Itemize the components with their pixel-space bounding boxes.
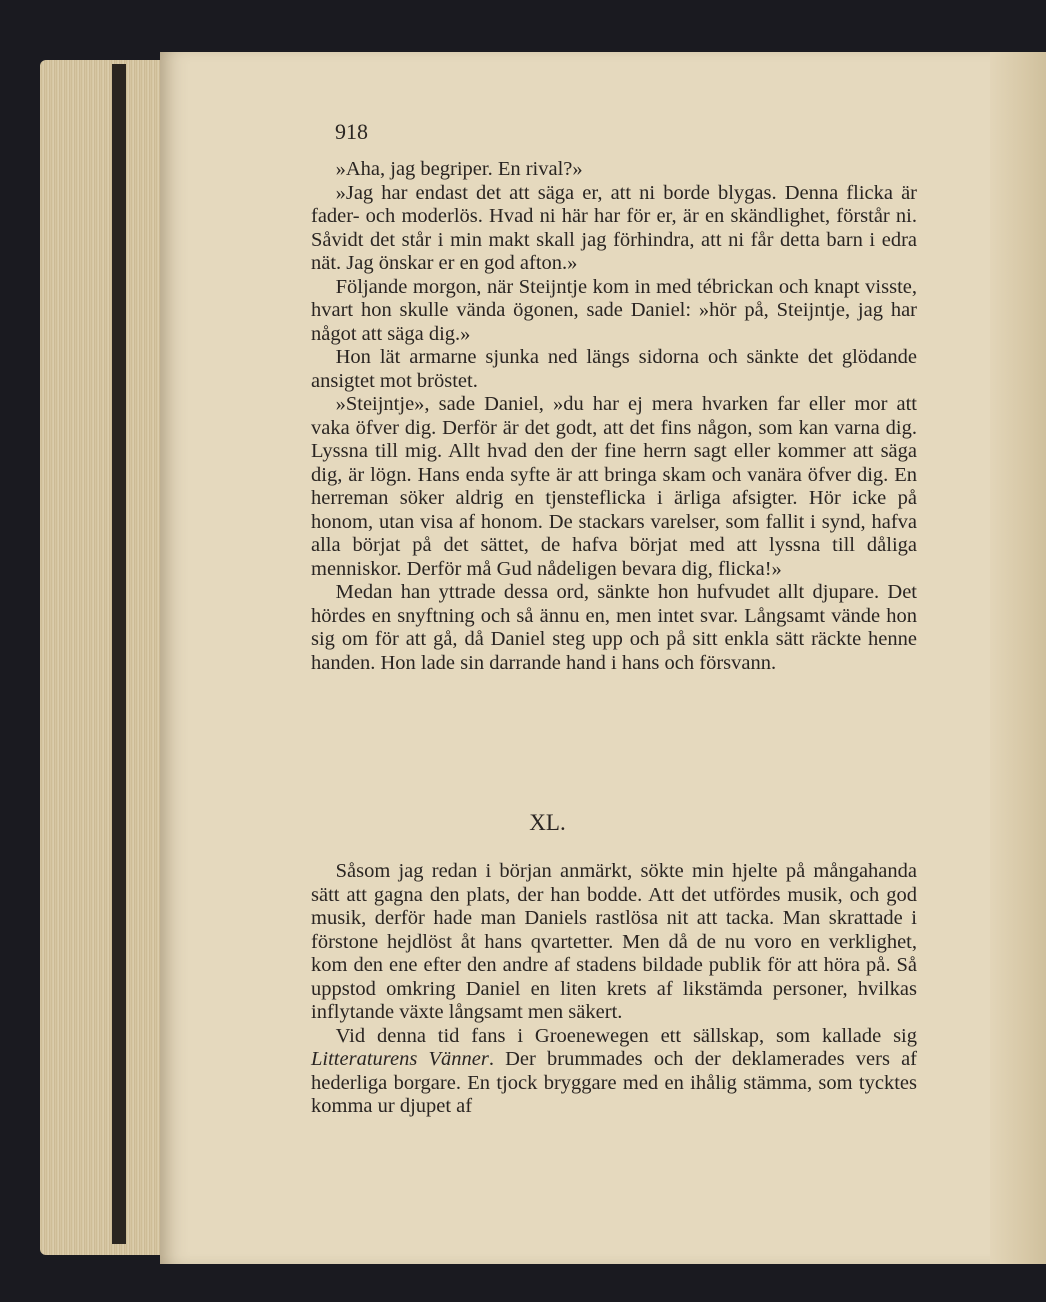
text-block-lower: [311, 860, 917, 1119]
chapter-heading: [0, 810, 1046, 836]
facing-page-edge: [990, 52, 1046, 1264]
chapter-number: XL.: [529, 810, 566, 835]
paragraph: Såsom jag redan i början anmärkt, sökte min hjelte på mångahanda sätt att gagna den plats, der han bodde. Att det utfördes musik, och god musik, derför hade man Daniels rastlösa nit att tacka. Man skrattade i förstone hejdlöst åt hans qvartetter. Men då de nu voro en verklighet, kom den ene efter den andre af stadens bildade publik för att höra på. Så uppstod omkring Daniel en liten krets af likstämda personer, hvilkas inflytande växte långsamt men säkert.: [311, 860, 917, 1023]
paragraph-text: . Der brummades och der deklamerades vers af hederliga borgare. En tjock bryggare med en ihålig stämma, som tycktes komma ur djupet af: [311, 1048, 918, 1117]
paragraph: »Jag har endast det att säga er, att ni borde blygas. Denna flicka är fader- och moderlös. Hvad ni här har för er, är en skändlighet, förstår ni. Såvidt det står i min makt skall jag förhindra, att ni får detta barn i edra nät. Jag önskar er en god afton.»: [311, 181, 917, 274]
paragraph: Medan han yttrade dessa ord, sänkte hon hufvudet allt djupare. Det hördes en snyftning och så ännu en, men intet svar. Långsamt vände hon sig om för att gå, då Daniel steg upp och på sitt enkla sätt räckte henne handen. Hon lade sin darrande hand i hans och försvann.: [311, 581, 917, 674]
text-block-upper: [311, 158, 917, 675]
paragraph: »Aha, jag begriper. En rival?»: [335, 158, 583, 180]
book-gutter-shadow: [112, 64, 126, 1244]
paragraph: Hon lät armarne sjunka ned längs sidorna och sänkte det glödande ansigtet mot bröstet.: [311, 346, 917, 392]
society-name: Litteraturens Vänner: [311, 1048, 489, 1070]
paragraph: Följande morgon, när Steijntje kom in med tébrickan och knapt visste, hvart hon skulle vända ögonen, sade Daniel: »hör på, Steijntje, jag har något att säga dig.»: [311, 275, 917, 345]
book-page-edges: [40, 60, 180, 1255]
paragraph: [311, 1025, 917, 1119]
page-number: 918: [335, 119, 368, 144]
paragraph-text: Vid denna tid fans i Groenewegen ett sällskap, som kallade sig: [335, 1024, 917, 1047]
paragraph: »Steijntje», sade Daniel, »du har ej mera hvarken far eller mor att vaka öfver dig. Derför är det godt, att det fins någon, som kan varna dig. Lyssna till mig. Allt hvad den der fine herrn sagt eller kommer att säga dig, är lögn. Hans enda syfte är att bringa skam och vanära öfver dig. En herreman söker aldrig en tjensteflicka i ärliga afsigter. Hör icke på honom, utan visa af honom. De stackars varelser, som fallit i synd, hafva alla börjat på det sättet, de hafva börjat med att lyssna till dåliga menniskor. Derför må Gud nådeligen bevara dig, flicka!»: [311, 393, 917, 580]
